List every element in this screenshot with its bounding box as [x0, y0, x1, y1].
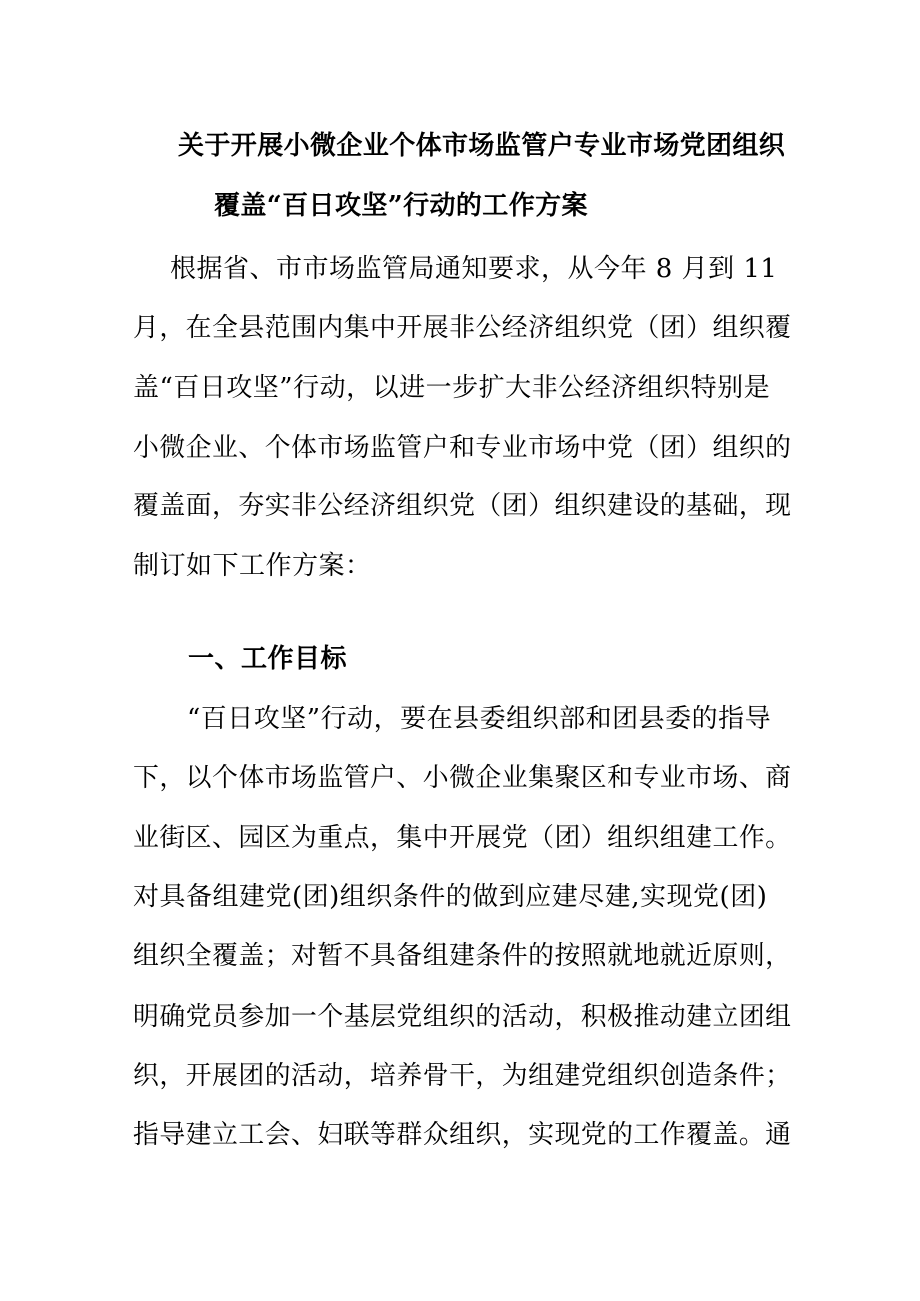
section1-line-2: 下，以个体市场监管户、小微企业集聚区和专业市场、商	[133, 763, 792, 793]
intro-line-2: 月，在全县范围内集中开展非公经济组织党（团）组织覆	[133, 313, 792, 343]
intro-line-5: 覆盖面，夯实非公经济组织党（团）组织建设的基础，现	[133, 491, 792, 521]
section1-line-7: 织，开展团的活动，培养骨干，为组建党组织创造条件；	[133, 1061, 792, 1091]
intro-line-4: 小微企业、个体市场监管户和专业市场中党（团）组织的	[133, 433, 792, 463]
section1-line-5: 组织全覆盖；对暂不具备组建条件的按照就地就近原则，	[133, 941, 792, 971]
section1-line-6: 明确党员参加一个基层党组织的活动，积极推动建立团组	[133, 1002, 792, 1032]
section1-line-4: 对具备组建党(团)组织条件的做到应建尽建,实现党(团)	[133, 882, 768, 912]
document-title-line-2: 覆盖“百日攻坚”行动的工作方案	[214, 191, 588, 221]
document-title-line-1: 关于开展小微企业个体市场监管户专业市场党团组织	[178, 131, 786, 161]
section1-line-1: “百日攻坚”行动，要在县委组织部和团县委的指导	[187, 704, 772, 734]
intro-line-6: 制订如下工作方案：	[133, 551, 372, 581]
section1-line-8: 指导建立工会、妇联等群众组织，实现党的工作覆盖。通	[133, 1120, 792, 1150]
intro-line-3: 盖“百日攻坚”行动，以进一步扩大非公经济组织特别是	[133, 373, 771, 403]
section1-line-3: 业街区、园区为重点，集中开展党（团）组织组建工作。	[133, 823, 792, 853]
intro-line-1: 根据省、市市场监管局通知要求，从今年 8 月到 11	[170, 254, 778, 284]
section-heading-work-goals: 一、工作目标	[188, 644, 348, 674]
